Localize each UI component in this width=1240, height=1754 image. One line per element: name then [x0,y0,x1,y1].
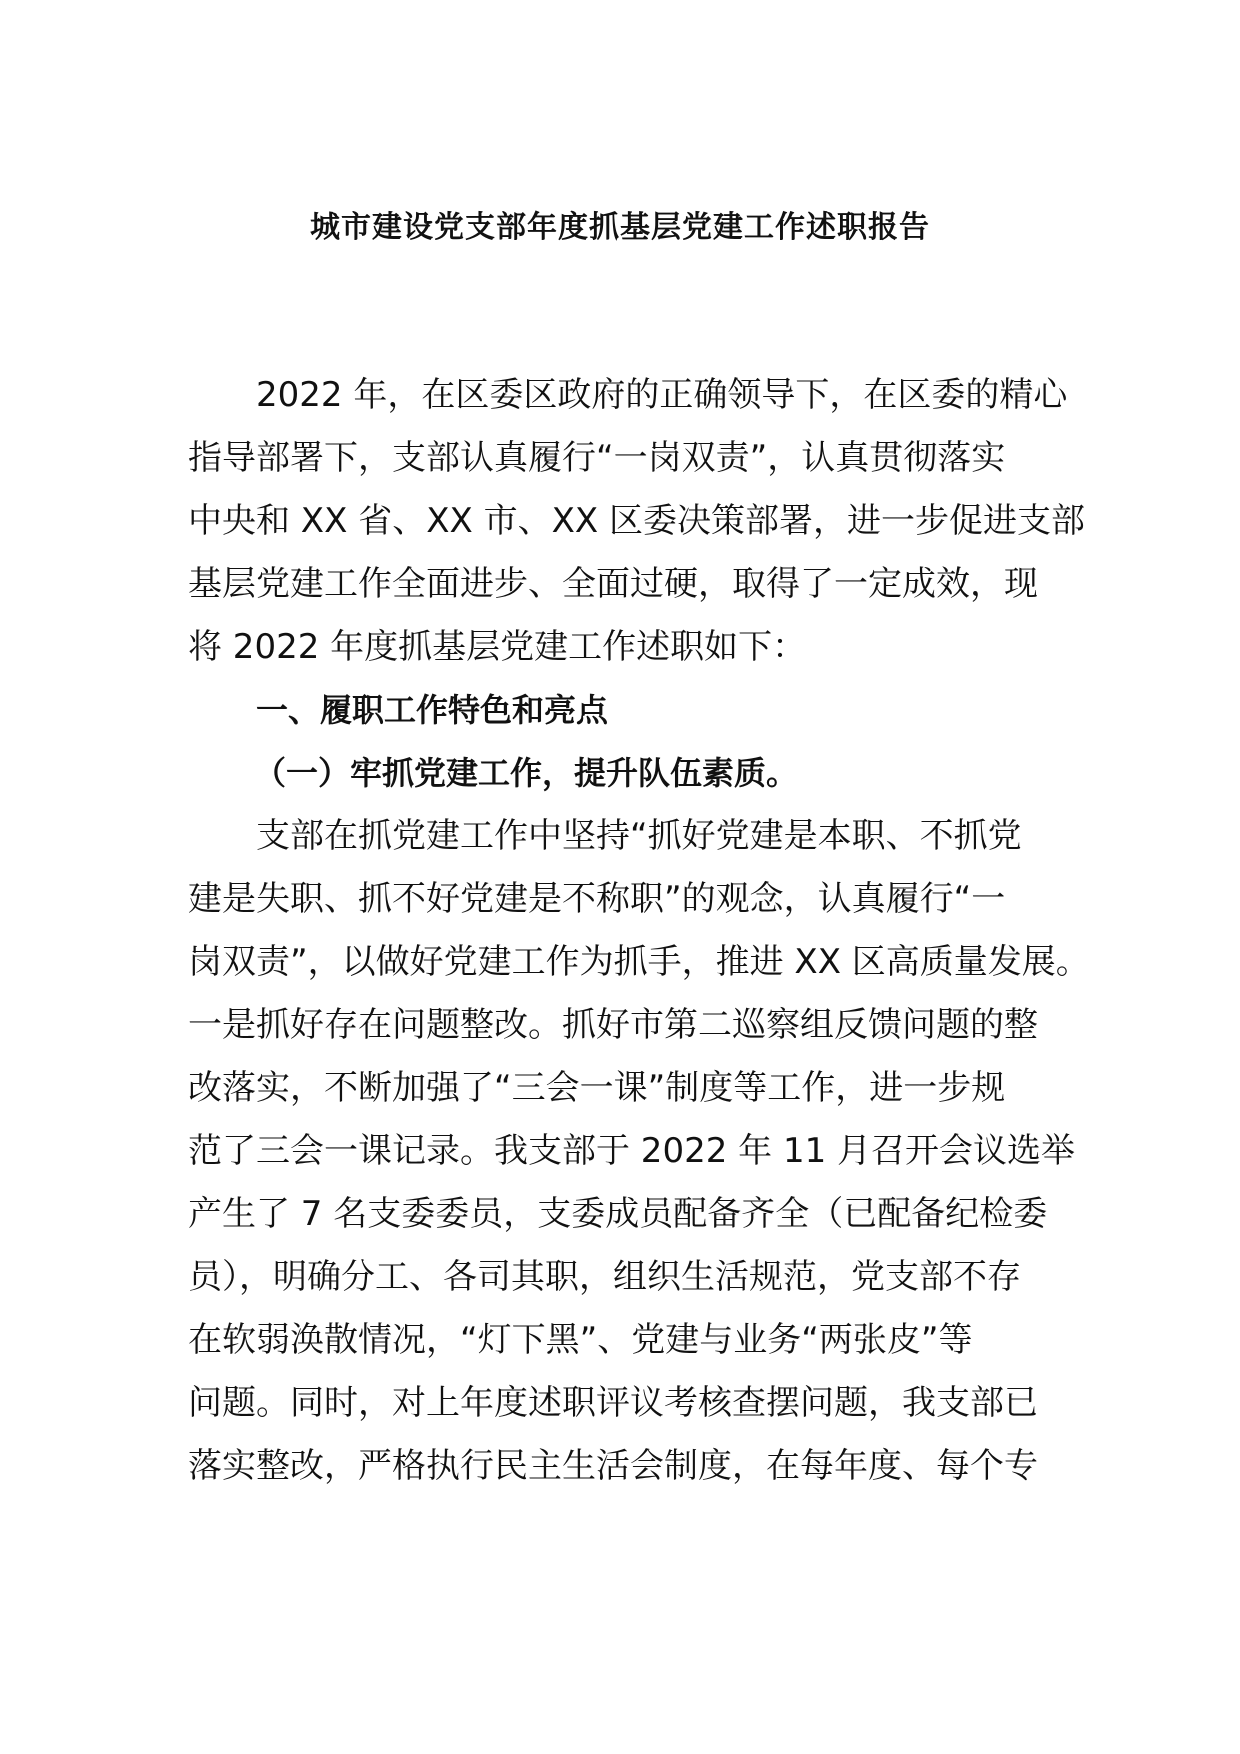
paragraph-line: 落实整改，严格执行民主生活会制度，在每年度、每个专 [188,1446,1038,1486]
paragraph-line: 员），明确分工、各司其职，组织生活规范，党支部不存 [188,1257,1021,1297]
paragraph-line: 支部在抓党建工作中坚持“抓好党建是本职、不抓党 [256,816,1022,856]
paragraph-line: 一是抓好存在问题整改。抓好市第二巡察组反馈问题的整 [188,1005,1038,1045]
paragraph-line: 基层党建工作全面进步、全面过硬，取得了一定成效，现 [188,564,1038,604]
paragraph-line: 岗双责”，以做好党建工作为抓手，推进 XX 区高质量发展。 [188,942,1090,982]
paragraph-line: 改落实，不断加强了“三会一课”制度等工作，进一步规 [188,1068,1006,1108]
document-title: 城市建设党支部年度抓基层党建工作述职报告 [310,210,930,245]
paragraph-line: 在软弱涣散情况，“灯下黑”、党建与业务“两张皮”等 [188,1320,973,1360]
paragraph-line: 范了三会一课记录。我支部于 2022 年 11 月召开会议选举 [188,1131,1076,1171]
paragraph-line: 建是失职、抓不好党建是不称职”的观念，认真履行“一 [188,879,1006,919]
paragraph-line: 2022 年，在区委区政府的正确领导下，在区委的精心 [256,375,1068,415]
paragraph-line: 中央和 XX 省、XX 市、XX 区委决策部署，进一步促进支部 [188,501,1085,541]
section-heading: 一、履职工作特色和亮点 [256,691,609,729]
document-body [188,364,1090,1498]
paragraph-line: 产生了 7 名支委委员，支委成员配备齐全（已配备纪检委 [188,1194,1048,1234]
subsection-heading: （一）牢抓党建工作，提升队伍素质。 [254,754,799,792]
paragraph-line: 问题。同时，对上年度述职评议考核查摆问题，我支部已 [188,1383,1038,1423]
paragraph-line: 指导部署下，支部认真履行“一岗双责”，认真贯彻落实 [188,438,1006,478]
paragraph-line: 将 2022 年度抓基层党建工作述职如下： [188,627,807,667]
